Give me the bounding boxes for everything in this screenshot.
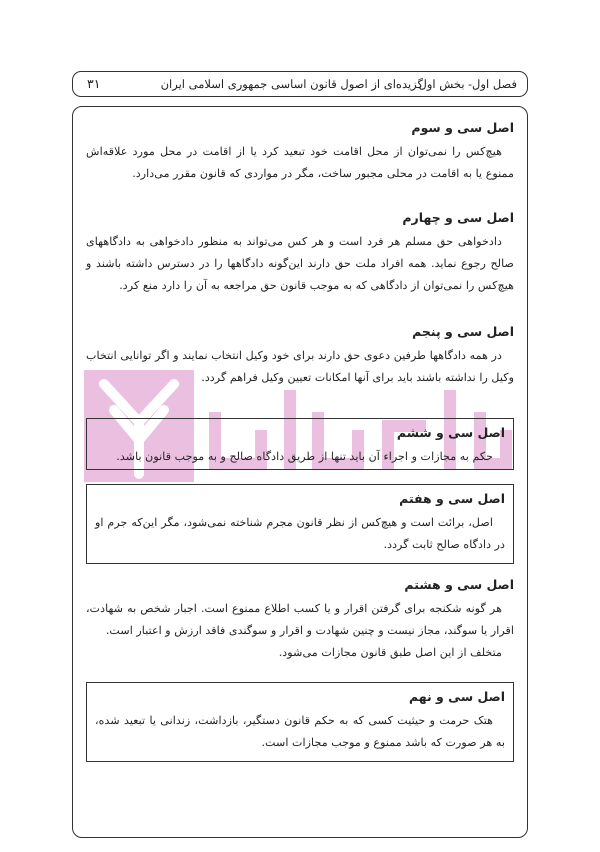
article-text: متخلف از این اصل طبق قانون مجازات می‌شود.: [278, 646, 502, 659]
article-title: اصل سی و سوم: [411, 120, 514, 135]
article-text: حکم به مجازات و اجراء آن باید تنها از طریق دادگاه صالح و به موجب قانون باشد.: [116, 450, 493, 463]
chapter-label: فصل اول- بخش اول: [418, 77, 517, 91]
article-title: اصل سی و هشتم: [404, 577, 514, 592]
page-number: ۳۱: [87, 76, 101, 91]
article-33: [86, 120, 514, 185]
running-header: [72, 71, 528, 97]
article-39: [86, 682, 514, 762]
article-37: [86, 484, 514, 564]
article-title: اصل سی و پنجم: [412, 324, 514, 339]
article-title: اصل سی و هفتم: [399, 491, 505, 506]
article-text: هتک حرمت و حیثیت کسی که به حکم قانون دستگیر، بازداشت، زندانی یا تبعید شده، به هر صورت که باشد ممنوع و موجب مجازات است.: [95, 714, 505, 749]
article-title: اصل سی و نهم: [408, 689, 505, 704]
article-text: دادخواهی حق مسلم هر فرد است و هر کس می‌تواند به منظور دادخواهی به دادگاههای صالح رجوع نماید. همه افراد ملت حق دارند این‌گونه دادگاهها را در دسترس داشته باشند و هیچ‌کس را نمی‌توان از دادگاهی که به موجب قانون حق مراجعه به آن را دارد منع کرد.: [86, 235, 514, 292]
article-text: هیچ‌کس را نمی‌توان از محل اقامت خود تبعید کرد یا از اقامت در محل مورد علاقه‌اش ممنوع یا به اقامت در محلی مجبور ساخت، مگر در مواردی که قانون مقرر می‌دارد.: [86, 145, 514, 180]
article-35: [86, 324, 514, 389]
article-text: هر گونه شکنجه برای گرفتن اقرار و یا کسب اطلاع ممنوع است. اجبار شخص به شهادت، اقرار یا سوگند، مجاز نیست و چنین شهادت و اقرار و سوگندی فاقد ارزش و اعتبار است.: [86, 602, 514, 637]
article-title: اصل سی و چهارم: [402, 210, 514, 225]
article-36: [86, 418, 514, 470]
article-title: اصل سی و ششم: [396, 425, 505, 440]
article-34: [86, 210, 514, 297]
book-title: گزیده‌ای از اصول قانون اساسی جمهوری اسلامی ایران: [160, 77, 423, 91]
article-text: در همه دادگاهها طرفین دعوی حق دارند برای خود وکیل انتخاب نمایند و اگر توانایی انتخاب وکیل را نداشته باشند باید برای آنها امکانات تعیین وکیل فراهم گردد.: [86, 349, 514, 384]
article-38: [86, 577, 514, 664]
article-text: اصل، برائت است و هیچ‌کس از نظر قانون مجرم شناخته نمی‌شود، مگر این‌که جرم او در دادگاه صالح ثابت گردد.: [95, 516, 505, 551]
